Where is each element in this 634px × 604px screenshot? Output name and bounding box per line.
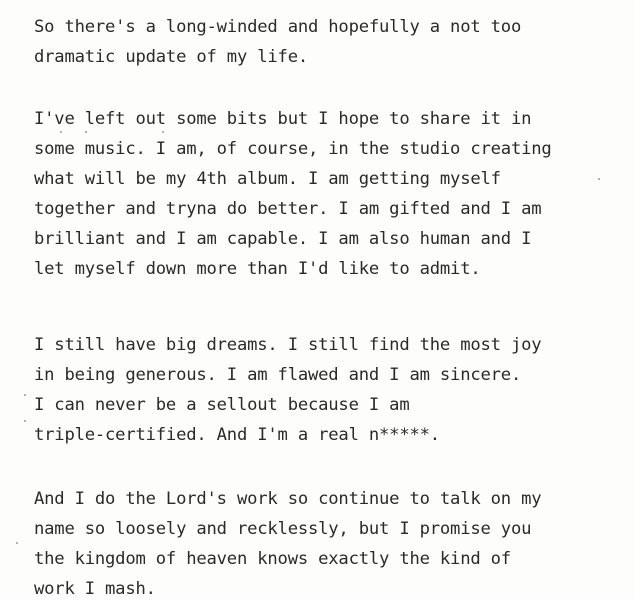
text-line: triple-certified. And I'm a real n*****. (34, 425, 440, 445)
paper-speck (85, 131, 87, 133)
text-line: So there's a long-winded and hopefully a not too (34, 17, 522, 37)
text-line: the kingdom of heaven knows exactly the kind of (34, 549, 511, 569)
text-line: I've left out some bits but I hope to share it in (34, 109, 532, 129)
text-line: together and tryna do better. I am gifted and I am (34, 199, 542, 219)
text-line: in being generous. I am flawed and I am sincere. (34, 365, 522, 385)
paragraph-3 (34, 330, 541, 450)
text-line: name so loosely and recklessly, but I promise you (34, 519, 532, 539)
text-line: work I mash. (34, 579, 156, 599)
text-line: I still have big dreams. I still find the most joy (34, 335, 542, 355)
text-line: dramatic update of my life. (34, 47, 308, 67)
paper-speck (60, 131, 62, 133)
paragraph-2 (34, 104, 552, 284)
paper-speck (16, 542, 18, 544)
text-line: let myself down more than I'd like to admit. (34, 259, 481, 279)
text-line: brilliant and I am capable. I am also human and I (34, 229, 532, 249)
paragraph-1 (34, 12, 521, 72)
paragraph-4 (34, 484, 541, 604)
paper-speck (24, 420, 26, 422)
text-line: And I do the Lord's work so continue to talk on my (34, 489, 542, 509)
paper-speck (24, 394, 26, 396)
text-line: I can never be a sellout because I am (34, 395, 410, 415)
text-line: some music. I am, of course, in the studio creating (34, 139, 552, 159)
paper-speck (598, 178, 600, 180)
text-line: what will be my 4th album. I am getting myself (34, 169, 501, 189)
paper-speck (162, 131, 164, 133)
